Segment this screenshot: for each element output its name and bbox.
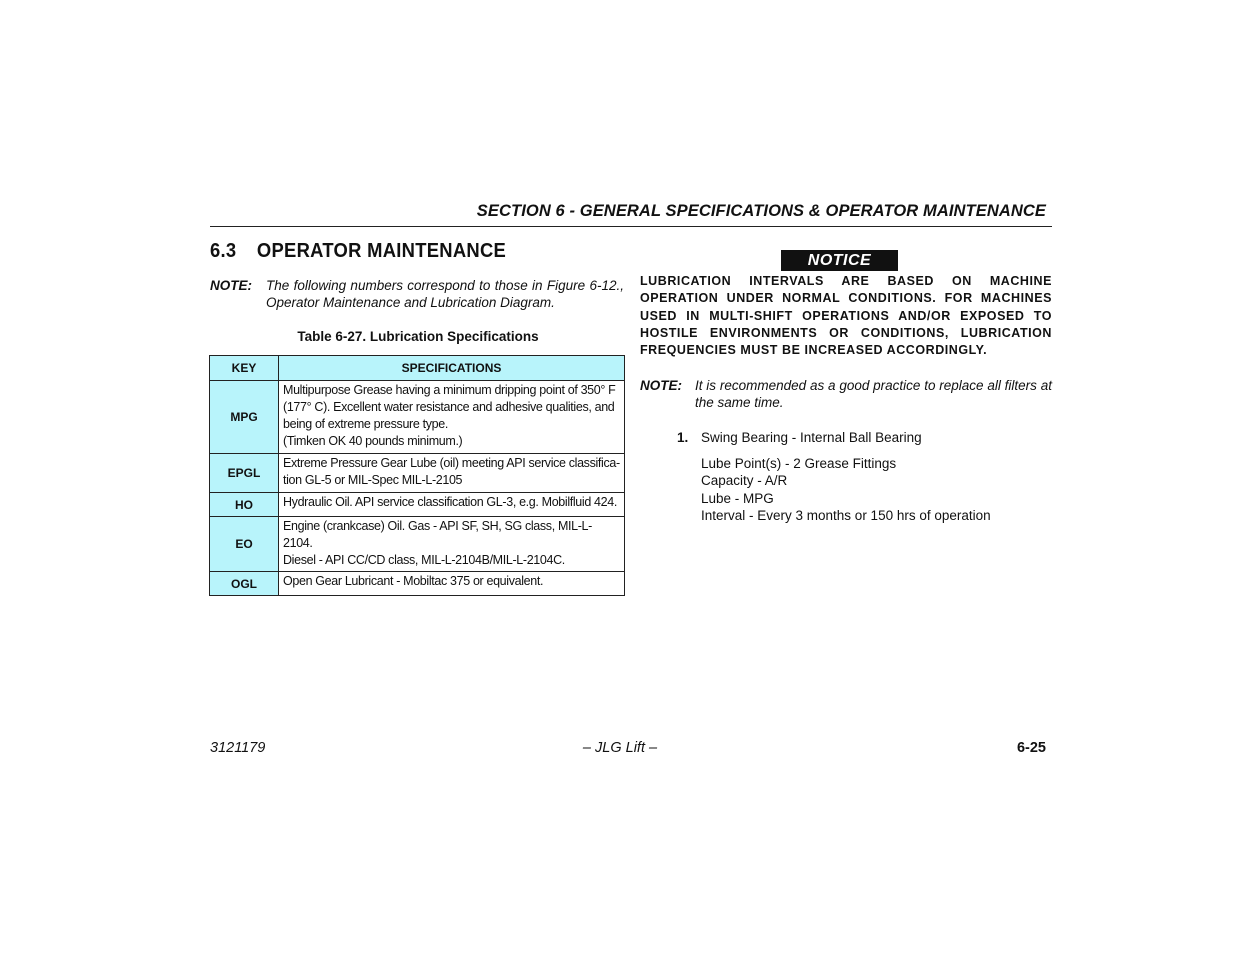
row-spec (279, 454, 625, 493)
table-row (210, 517, 625, 572)
header-divider (210, 226, 1052, 227)
table-row (210, 572, 625, 596)
spec-line: (177° C). Excellent water resistance and adhesive qualities, and (283, 400, 615, 414)
spec-line: being of extreme pressure type. (283, 417, 448, 431)
step-title: Swing Bearing - Internal Ball Bearing (701, 430, 922, 445)
table-row (210, 381, 625, 454)
row-spec (279, 517, 625, 572)
row-key: EO (210, 517, 279, 572)
step-detail-capacity: Capacity - A/R (701, 473, 788, 488)
section-name: OPERATOR MAINTENANCE (256, 240, 507, 262)
lubrication-spec-table (209, 355, 625, 596)
table-caption: Table 6-27. Lubrication Specifications (297, 329, 539, 344)
note-text: The following numbers correspond to those in Figure 6-12., Operator Maintenance and Lubrication Diagram. (266, 278, 624, 310)
row-spec (279, 493, 625, 517)
row-spec (279, 381, 625, 454)
table-row (210, 454, 625, 493)
row-key: MPG (210, 381, 279, 454)
spec-line: Hydraulic Oil. API service classification GL-3, e.g. Mobilfluid 424. (283, 495, 617, 509)
notice-badge: NOTICE (781, 250, 898, 271)
row-key: EPGL (210, 454, 279, 493)
spec-line: Diesel - API CC/CD class, MIL-L-2104B/MIL-L-2104C. (283, 553, 565, 567)
row-spec (279, 572, 625, 596)
spec-line: Multipurpose Grease having a minimum dripping point of 350° F (283, 383, 616, 397)
section-number: 6.3 (210, 240, 237, 262)
step-detail-lube: Lube - MPG (701, 491, 774, 506)
note-figure-reference (210, 277, 624, 313)
note-label: NOTE: (640, 378, 682, 393)
table-row (210, 493, 625, 517)
note-text: It is recommended as a good practice to replace all filters at the same time. (695, 378, 1052, 410)
step-detail-lube-points: Lube Point(s) - 2 Grease Fittings (701, 456, 897, 471)
header-specifications: SPECIFICATIONS (279, 356, 625, 381)
footer-center: – JLG Lift – (582, 740, 658, 756)
header-key: KEY (210, 356, 279, 381)
section-header: SECTION 6 - GENERAL SPECIFICATIONS & OPERATOR MAINTENANCE (476, 202, 1046, 220)
footer-page-number: 6-25 (1016, 740, 1046, 756)
step-number: 1. (677, 430, 689, 445)
page-title (210, 240, 506, 263)
row-key: HO (210, 493, 279, 517)
row-key: OGL (210, 572, 279, 596)
spec-line: Engine (crankcase) Oil. Gas - API SF, SH, SG class, MIL-L-2104. (283, 519, 592, 550)
spec-line: Open Gear Lubricant - Mobiltac 375 or equivalent. (283, 574, 544, 588)
table-header-row (210, 356, 625, 381)
footer-doc-number: 3121179 (210, 740, 266, 756)
note-filters (640, 377, 1052, 413)
note-label: NOTE: (210, 278, 252, 293)
spec-line: (Timken OK 40 pounds minimum.) (283, 434, 463, 448)
step-detail-interval: Interval - Every 3 months or 150 hrs of operation (701, 508, 991, 523)
spec-line: Extreme Pressure Gear Lube (oil) meeting API service classifica- (283, 456, 620, 470)
spec-line: tion GL-5 or MIL-Spec MIL-L-2105 (283, 473, 463, 487)
notice-text: LUBRICATION INTERVALS ARE BASED ON MACHINE OPERATION UNDER NORMAL CONDITIONS. FOR MACHINES USED IN MULTI-SHIFT OPERATIONS AND/OR EXPOSED TO HOSTILE ENVIRONMENTS OR CONDITIONS, LUBRICATION FREQUENCIES MUST BE INCREASED ACCORDINGLY. (640, 274, 1052, 358)
